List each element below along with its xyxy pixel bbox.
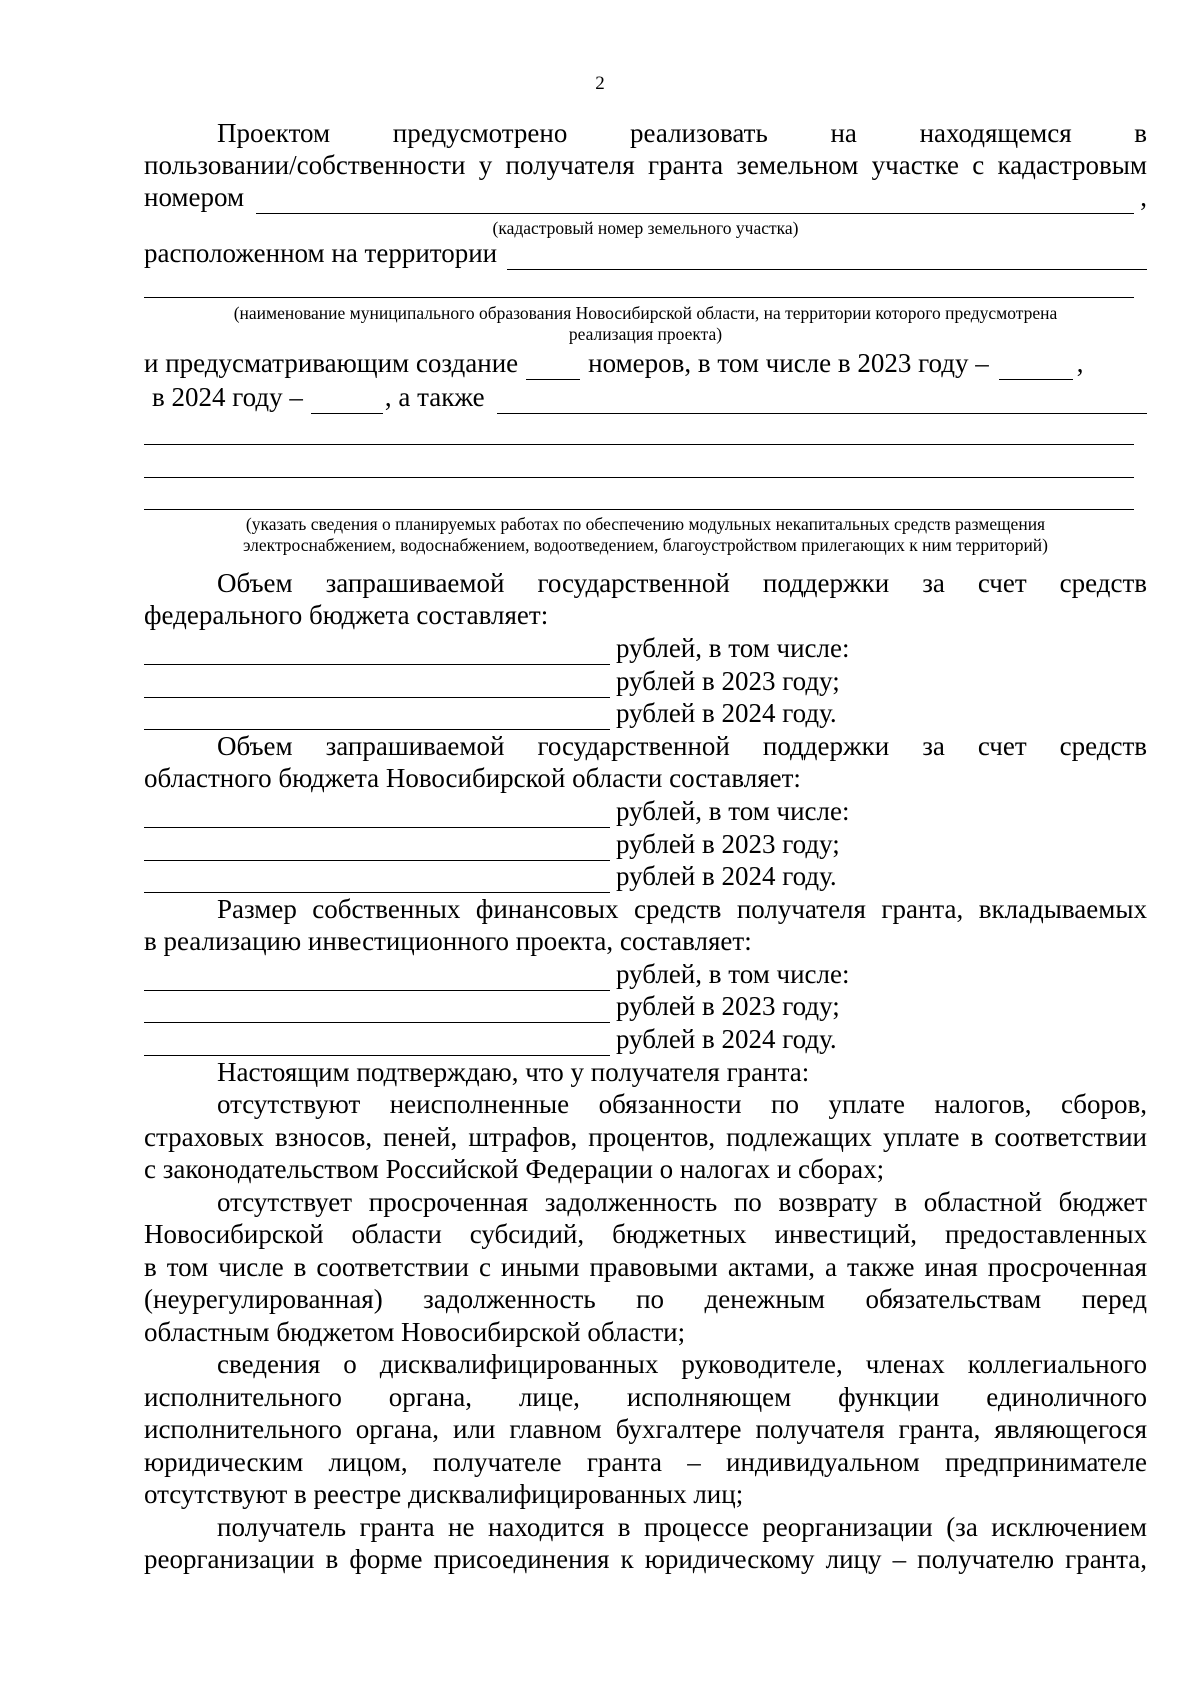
text-word: Проектом	[217, 118, 331, 148]
own-amount-total	[144, 958, 850, 991]
text-word: государственной	[537, 731, 730, 761]
municipality-field[interactable]	[507, 244, 1147, 270]
own-funds-line-2: в реализацию инвестиционного проекта, составляет:	[144, 926, 752, 956]
federal-paragraph-line-2: федерального бюджета составляет:	[144, 600, 549, 630]
text-word: счет	[977, 731, 1027, 761]
confirmation-intro: Настоящим подтверждаю, что у получателя гранта:	[217, 1057, 810, 1087]
text-word: предусмотрено	[392, 118, 568, 148]
own-2024-field[interactable]	[144, 1030, 610, 1056]
works-field-line-3[interactable]	[144, 477, 1134, 478]
confirmation-p3-line-2: исполнительного органа, лице, исполняющем функции единоличного	[144, 1382, 1147, 1412]
works-field-line-4[interactable]	[144, 509, 1134, 510]
own-amount-2023	[144, 990, 840, 1023]
also-label: , а также	[384, 382, 485, 412]
regional-paragraph-line-2: областного бюджета Новосибирской области составляет:	[144, 763, 801, 793]
confirmation-p3-line-1: сведения о дисквалифицированных руководителе, членах коллегиального	[217, 1349, 1147, 1379]
federal-total-field[interactable]	[144, 639, 610, 665]
project-paragraph-line-2: пользовании/собственности у получателя гранта земельном участке с кадастровым	[144, 150, 1147, 180]
confirmation-p3-line-3: исполнительного органа, или главном бухгалтере получателя гранта, являющегося	[144, 1414, 1147, 1444]
own-funds-line-1: Размер собственных финансовых средств получателя гранта, вкладываемых	[217, 894, 1147, 924]
text-word: средств	[1059, 568, 1148, 598]
text-word: Объем	[217, 731, 293, 761]
amount-label: рублей в 2023 году;	[616, 666, 840, 696]
text-word: государственной	[537, 568, 730, 598]
federal-amount-2024	[144, 697, 837, 730]
regional-2023-field[interactable]	[144, 835, 610, 861]
amount-label: рублей в 2024 году.	[616, 861, 837, 891]
page-number: 2	[595, 73, 605, 94]
rooms-line	[144, 347, 1147, 380]
text-word: поддержки	[762, 731, 890, 761]
cadastral-number-line	[144, 181, 1147, 214]
regional-2024-field[interactable]	[144, 867, 610, 893]
rooms-2023-label: номеров, в том числе в 2023 году –	[588, 348, 989, 378]
text-word: поддержки	[762, 568, 890, 598]
location-line	[144, 237, 1147, 270]
text-word: за	[922, 731, 945, 761]
confirmation-p1-line-1: отсутствуют неисполненные обязанности по уплате налогов, сборов,	[217, 1089, 1147, 1119]
confirmation-p3-line-5: отсутствуют в реестре дисквалифицированных лиц;	[144, 1479, 744, 1509]
text-word: Объем	[217, 568, 293, 598]
own-total-field[interactable]	[144, 965, 610, 991]
cadastral-label: номером	[144, 182, 245, 212]
amount-label: рублей, в том числе:	[616, 633, 850, 663]
federal-amount-total	[144, 632, 850, 665]
confirmation-p2-line-2: Новосибирской области субсидий, бюджетных инвестиций, предоставленных	[144, 1219, 1147, 1249]
rooms-2024-label: в 2024 году –	[152, 382, 303, 412]
location-label: расположенном на территории	[144, 238, 498, 268]
text-word: за	[922, 568, 945, 598]
amount-label: рублей в 2023 году;	[616, 991, 840, 1021]
confirmation-p1-line-2: страховых взносов, пеней, штрафов, процентов, подлежащих уплате в соответствии	[144, 1122, 1147, 1152]
rooms-total-field[interactable]	[526, 354, 580, 380]
federal-2024-field[interactable]	[144, 704, 610, 730]
own-amount-2024	[144, 1023, 837, 1056]
text-word: находящемся	[919, 118, 1072, 148]
rooms-2023-field[interactable]	[999, 354, 1073, 380]
regional-amount-2023	[144, 828, 840, 861]
confirmation-p3-line-4: юридическим лицом, получателе гранта – индивидуальном предпринимателе	[144, 1447, 1147, 1477]
text-word: счет	[977, 568, 1027, 598]
own-2023-field[interactable]	[144, 997, 610, 1023]
amount-label: рублей, в том числе:	[616, 959, 850, 989]
federal-2023-field[interactable]	[144, 672, 610, 698]
regional-total-field[interactable]	[144, 802, 610, 828]
rooms-2024-field[interactable]	[311, 388, 383, 414]
text-word: средств	[1059, 731, 1148, 761]
works-caption-line-1: (указать сведения о планируемых работах по обеспечению модульных некапитальных средств размещения	[245, 514, 1046, 534]
municipality-caption-line-1: (наименование муниципального образования Новосибирской области, на территории которого предусмотрена	[233, 303, 1058, 323]
text-word: на	[830, 118, 857, 148]
works-field-line-2[interactable]	[144, 444, 1134, 445]
works-caption-line-2: электроснабжением, водоснабжением, водоотведением, благоустройством прилегающих к ним территорий)	[242, 535, 1049, 555]
text-word: реализовать	[630, 118, 768, 148]
works-field[interactable]	[497, 388, 1147, 414]
confirmation-p4-line-1: получатель гранта не находится в процессе реорганизации (за исключением	[217, 1512, 1147, 1542]
text-word: запрашиваемой	[325, 568, 505, 598]
project-paragraph-line-1	[144, 117, 1147, 150]
confirmation-p1-line-3: с законодательством Российской Федерации о налогах и сборах;	[144, 1154, 885, 1184]
regional-paragraph-line-1	[144, 730, 1147, 763]
amount-label: рублей в 2024 году.	[616, 698, 837, 728]
regional-amount-total	[144, 795, 850, 828]
rooms-label: и предусматривающим создание	[144, 348, 519, 378]
municipality-caption-line-2: реализация проекта)	[568, 324, 723, 344]
regional-amount-2024	[144, 860, 837, 893]
amount-label: рублей в 2023 году;	[616, 829, 840, 859]
confirmation-p2-line-4: (неурегулированная) задолженность по денежным обязательствам перед	[144, 1284, 1147, 1314]
confirmation-p2-line-1: отсутствует просроченная задолженность по возврату в областной бюджет	[217, 1187, 1147, 1217]
comma: ,	[1140, 182, 1147, 212]
confirmation-p2-line-5: областным бюджетом Новосибирской области;	[144, 1317, 686, 1347]
cadastral-number-field[interactable]	[256, 188, 1134, 214]
cadastral-caption: (кадастровый номер земельного участка)	[492, 218, 799, 238]
amount-label: рублей, в том числе:	[616, 796, 850, 826]
amount-label: рублей в 2024 году.	[616, 1024, 837, 1054]
year-2024-line	[152, 381, 1147, 414]
confirmation-p4-line-2: реорганизации в форме присоединения к юридическому лицу – получателю гранта,	[144, 1544, 1147, 1574]
text-word: запрашиваемой	[325, 731, 505, 761]
federal-paragraph-line-1	[144, 567, 1147, 600]
comma: ,	[1076, 348, 1084, 378]
municipality-field-continuation[interactable]	[144, 297, 1134, 298]
text-word: в	[1134, 118, 1148, 148]
federal-amount-2023	[144, 665, 840, 698]
confirmation-p2-line-3: в том числе в соответствии с иными правовыми актами, а также иная просроченная	[144, 1252, 1147, 1282]
